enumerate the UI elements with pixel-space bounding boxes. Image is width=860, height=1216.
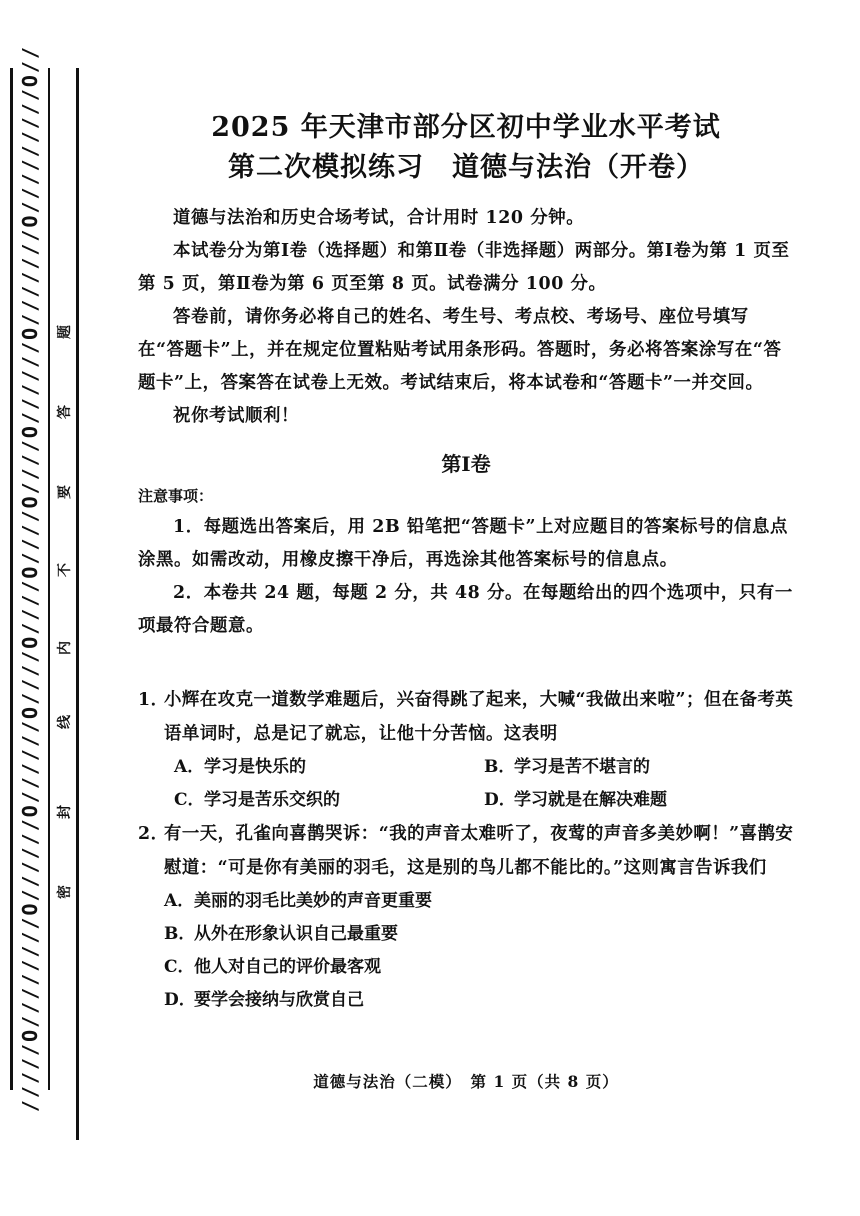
warning-char: 线 [57, 715, 73, 729]
binding-warning [52, 310, 76, 910]
question-text: 有一天，孔雀向喜鹊哭诉：“我的声音太难听了，夜莺的声音多美妙啊！”喜鹊安慰道：“可是你有美丽的羽毛，这是别的鸟儿都不能比的。”这则寓言告诉我们 [164, 824, 794, 878]
warning-char: 答 [57, 405, 73, 419]
intro-paragraph: 道德与法治和历史合场考试，合计用时 120 分钟。 [173, 208, 585, 228]
seal-line [10, 45, 50, 1113]
notes-title: 注意事项： [138, 487, 214, 505]
question-number: 1． [138, 690, 169, 710]
seal-line-text: /////O////////O//////O//////O////O////O////O////O//////O///////O/////////O// [18, 45, 42, 1113]
exam-page [138, 108, 794, 1017]
option-d: D．要学会接纳与欣赏自己 [164, 990, 364, 1010]
warning-char: 内 [57, 641, 73, 655]
intro-paragraph: 答卷前，请你务必将自己的姓名、考生号、考点校、考场号、座位号填写在“答题卡”上，并在规定位置粘贴考试用条形码。答题时，务必将答案涂写在“答题卡”上，答案答在试卷上无效。考试结束后，将本试卷和“答题卡”一并交回。 [138, 307, 782, 393]
option-b: B．学习是苦不堪言的 [484, 757, 650, 777]
option-a: A．学习是快乐的 [174, 757, 306, 777]
question-stem [138, 683, 794, 751]
margin-rule-right [76, 68, 79, 1140]
subtitle-right: 道德与法治（开卷） [452, 152, 704, 183]
option-a: A．美丽的羽毛比美妙的声音更重要 [164, 891, 432, 911]
warning-char: 不 [57, 563, 73, 577]
intro-paragraph: 祝你考试顺利！ [173, 406, 299, 426]
intro [138, 202, 794, 433]
section-heading: 第Ⅰ卷 [441, 452, 491, 476]
question-stem [138, 817, 794, 885]
page-title: 2025 年天津市部分区初中学业水平考试 [211, 112, 721, 143]
option-d: D．学习就是在解决难题 [484, 790, 667, 810]
question [138, 817, 794, 1017]
option-c: C．学习是苦乐交织的 [174, 790, 340, 810]
question-text: 小辉在攻克一道数学难题后，兴奋得跳了起来，大喊“我做出来啦”；但在备考英语单词时，总是记了就忘，让他十分苦恼。这表明 [164, 690, 794, 744]
note-item: 2．本卷共 24 题，每题 2 分，共 48 分。在每题给出的四个选项中，只有一项最符合题意。 [138, 583, 793, 636]
question [138, 683, 794, 817]
subtitle-left: 第二次模拟练习 [228, 152, 424, 183]
question-options [138, 885, 794, 1017]
option-c: C．他人对自己的评价最客观 [164, 957, 381, 977]
warning-char: 封 [57, 805, 73, 819]
warning-char: 要 [57, 485, 73, 499]
note-item: 1．每题选出答案后，用 2B 铅笔把“答题卡”上对应题目的答案标号的信息点涂黑。如需改动，用橡皮擦干净后，再选涂其他答案标号的信息点。 [138, 517, 788, 570]
question-number: 2． [138, 824, 169, 844]
option-b: B．从外在形象认识自己最重要 [164, 924, 398, 944]
page-subtitle [138, 148, 794, 188]
intro-paragraph: 本试卷分为第Ⅰ卷（选择题）和第Ⅱ卷（非选择题）两部分。第Ⅰ卷为第 1 页至第 5 页，第Ⅱ卷为第 6 页至第 8 页。试卷满分 100 分。 [138, 241, 790, 294]
warning-char: 密 [57, 885, 73, 899]
question-options [138, 751, 794, 817]
warning-char: 题 [57, 325, 73, 339]
page-footer: 道德与法治（二模） 第 1 页（共 8 页） [313, 1072, 619, 1091]
